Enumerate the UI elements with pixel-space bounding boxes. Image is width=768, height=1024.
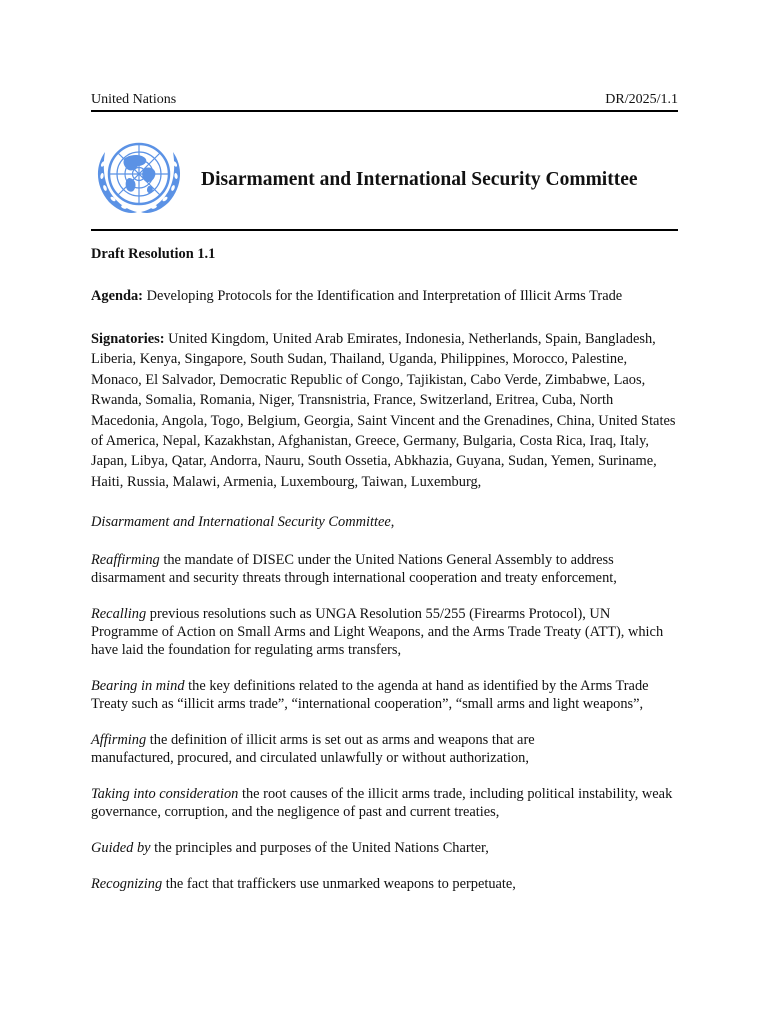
clause-text: the principles and purposes of the United Nations Charter,	[150, 840, 489, 857]
clause-lead: Bearing in mind	[91, 678, 185, 695]
signatories-label: Signatories:	[91, 331, 165, 347]
clause-text-continued: manufactured, procured, and circulated unlawfully or without authorization,	[91, 750, 529, 767]
clause-lead: Recalling	[91, 606, 147, 623]
clause-text: the root causes of the illicit arms trade, including political instability, weak governance, corruption, and the negligence of past and current treaties,	[91, 786, 673, 821]
clause-text: previous resolutions such as UNGA Resolution 55/255 (Firearms Protocol), UN Programme of Action on Small Arms and Light Weapons, and the Arms Trade Treaty (ATT), which have laid the foundation for regulating arms transfers,	[91, 606, 664, 659]
clause-lead: Taking into consideration	[91, 786, 239, 803]
committee-line-comma: ,	[390, 514, 395, 531]
preambular-clause	[91, 839, 678, 857]
preambular-clause	[91, 551, 678, 587]
resolution-body	[91, 245, 678, 911]
signatories-block	[91, 329, 678, 492]
document-code: DR/2025/1.1	[605, 92, 678, 107]
committee-line-name: Disarmament and International Security Committee	[91, 514, 391, 531]
preambular-clause	[91, 731, 678, 767]
preambular-clause	[91, 875, 678, 893]
header-divider	[91, 110, 678, 112]
clause-text: the key definitions related to the agenda at hand as identified by the Arms Trade Treaty such as “illicit arms trade”, “international cooperation”, “small arms and light weapons”,	[91, 678, 649, 713]
clause-lead: Affirming	[91, 732, 147, 749]
preambular-clause	[91, 605, 678, 659]
document-header	[91, 92, 678, 108]
clause-lead: Guided by	[91, 840, 151, 857]
committee-line	[91, 513, 678, 531]
clause-text: the definition of illicit arms is set out as arms and weapons that are	[146, 732, 535, 749]
clause-lead: Reaffirming	[91, 552, 160, 569]
org-name: United Nations	[91, 92, 177, 107]
resolution-title: Draft Resolution 1.1	[91, 246, 216, 262]
clause-text: the mandate of DISEC under the United Nations General Assembly to address disarmament and security threats through international cooperation and treaty enforcement,	[91, 552, 617, 587]
agenda-line	[91, 287, 678, 305]
clause-text: the fact that traffickers use unmarked weapons to perpetuate,	[162, 876, 516, 893]
agenda-label: Agenda:	[91, 288, 143, 304]
un-emblem-icon	[91, 132, 187, 218]
committee-title: Disarmament and International Security Committee	[201, 169, 638, 190]
agenda-text: Developing Protocols for the Identification and Interpretation of Illicit Arms Trade	[142, 288, 623, 304]
preambular-clause	[91, 677, 678, 713]
signatories-list: United Kingdom, United Arab Emirates, Indonesia, Netherlands, Spain, Bangladesh, Liberia, Kenya, Singapore, South Sudan, Thailand, Uganda, Philippines, Morocco, Palestine, Monaco, El Salvador, Democratic Republic of Congo, Tajikistan, Cabo Verde, Zimbabwe, Laos, Rwanda, Somalia, Romania, Niger, Transnistria, France, Switzerland, Eritrea, Cuba, North Macedonia, Angola, Togo, Belgium, Georgia, Saint Vincent and the Grenadines, China, United States of America, Nepal, Kazakhstan, Afghanistan, Greece, Germany, Bulgaria, Costa Rica, Iraq, Italy, Japan, Libya, Qatar, Andorra, Nauru, South Ossetia, Abkhazia, Guyana, Sudan, Yemen, Suriname, Haiti, Russia, Malawi, Armenia, Luxembourg, Taiwan, Luxemburg,	[91, 331, 676, 490]
title-divider	[91, 229, 678, 231]
clause-lead: Recognizing	[91, 876, 163, 893]
preambular-clause	[91, 785, 678, 821]
